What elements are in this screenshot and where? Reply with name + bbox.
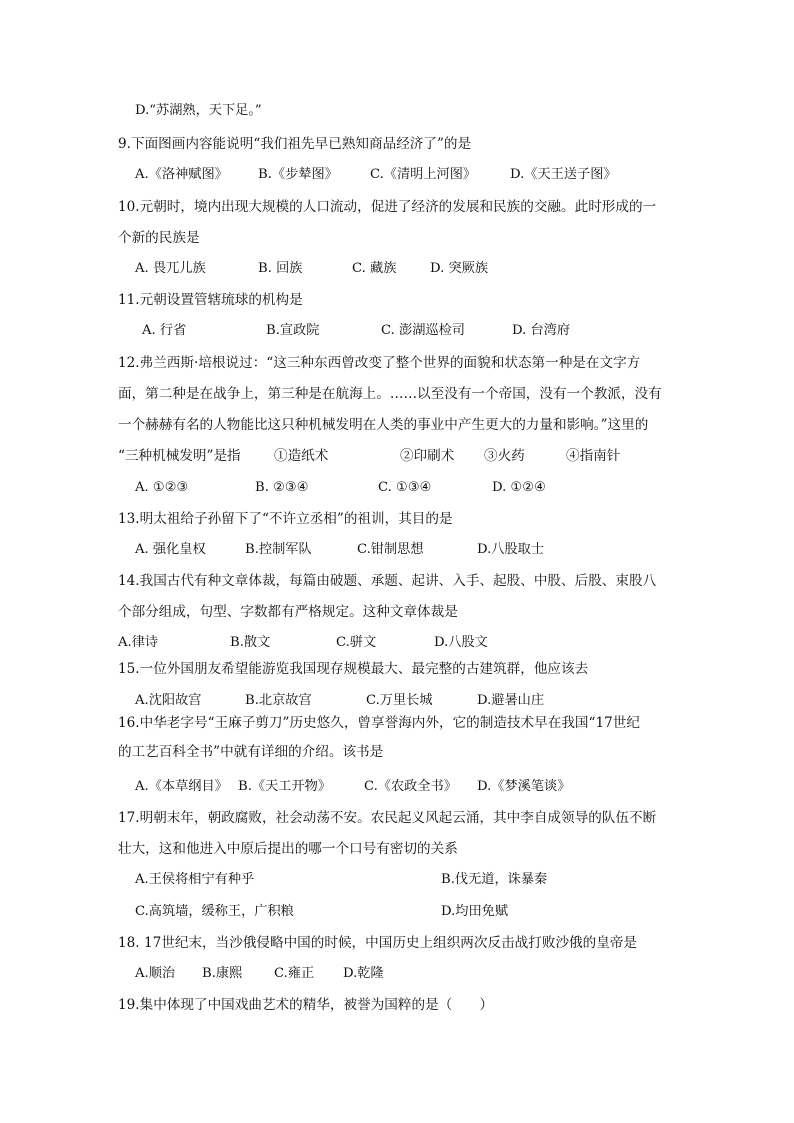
q17-stem-line1: 17.明朝末年，朝政腐败，社会动荡不安。农民起义风起云涌，其中李自成领导的队伍不断: [118, 810, 657, 826]
q10-option-c: C. 藏族: [352, 261, 397, 276]
q9-option-d: D.《天王送子图》: [510, 167, 617, 182]
q16-stem-line1: 16.中华老字号“王麻子剪刀”历史悠久，曾享誉海内外，它的制造技术早在我国“17世纪: [118, 715, 640, 731]
q13-option-a: A. 强化皇权: [135, 542, 206, 557]
q10-option-d: D. 突厥族: [430, 261, 489, 276]
q13-option-c: C.钳制思想: [357, 542, 424, 557]
q13-option-d: D.八股取士: [477, 542, 545, 557]
q18-option-a: A.顺治: [135, 966, 176, 981]
q11-option-b: B.宣政院: [266, 323, 320, 338]
q11-option-c: C. 澎湖巡检司: [381, 323, 465, 338]
q10-option-b: B. 回族: [258, 261, 303, 276]
q11-option-a: A. 行省: [142, 323, 187, 338]
q12-item-1: ①造纸术: [274, 448, 329, 464]
q11-option-d: D. 台湾府: [512, 323, 571, 338]
q12-item-4: ④指南针: [566, 448, 621, 464]
q18-option-d: D.乾隆: [343, 966, 384, 981]
q17-option-d: D.均田免赋: [441, 904, 509, 919]
q16-option-b: B.《天工开物》: [238, 779, 332, 794]
q13-option-b: B.控制军队: [245, 542, 312, 557]
q9-option-a: A.《洛神赋图》: [135, 167, 228, 182]
q15-option-d: D.避暑山庄: [477, 693, 545, 708]
q15-option-a: A.沈阳故宫: [135, 693, 202, 708]
q12-option-c: C. ①③④: [378, 480, 432, 495]
q10-stem-line2: 个新的民族是: [118, 230, 200, 246]
q12-stem-line4: “三种机械发明”是指: [118, 448, 241, 464]
q12-stem-line3: 一个赫赫有名的人物能比这只种机械发明在人类的事业中产生更大的力量和影响。”这里的: [118, 417, 649, 433]
q14-option-a: A.律诗: [118, 635, 159, 650]
q8-option-d: D.“苏湖熟，天下足。”: [135, 103, 262, 118]
q15-option-c: C.万里长城: [366, 693, 433, 708]
q16-option-a: A.《本草纲目》: [135, 779, 228, 794]
q16-option-d: D.《梦溪笔谈》: [477, 779, 571, 794]
q10-stem-line1: 10.元朝时，境内出现大规模的人口流动，促进了经济的发展和民族的交融。此时形成的一: [118, 199, 657, 215]
q18-stem: 18. 17世纪末，当沙俄侵略中国的时候，中国历史上组织两次反击战打败沙俄的皇帝是: [118, 935, 638, 951]
q9-stem: 9.下面图画内容能说明“我们祖先早已熟知商品经济了”的是: [118, 136, 472, 152]
q16-option-c: C.《农政全书》: [364, 779, 457, 794]
q18-option-b: B.康熙: [202, 966, 243, 981]
q17-option-a: A.王侯将相宁有种乎: [135, 872, 255, 887]
q11-stem: 11.元朝设置管辖琉球的机构是: [118, 292, 303, 308]
q15-stem: 15.一位外国朋友希望能游览我国现存规模最大、最完整的古建筑群，他应该去: [118, 661, 589, 677]
q9-option-b: B.《步辇图》: [258, 167, 338, 182]
q14-option-d: D.八股文: [434, 635, 488, 650]
q14-option-b: B.散文: [230, 635, 271, 650]
q14-stem-line2: 个部分组成，句型、字数都有严格规定。这种文章体裁是: [118, 604, 458, 620]
q13-stem: 13.明太祖给子孙留下了“不许立丞相”的祖训，其目的是: [118, 511, 453, 527]
q12-stem-line1: 12.弗兰西斯·培根说过：“这三种东西曾改变了整个世界的面貌和状态第一种是在文字方: [118, 355, 641, 371]
q9-option-c: C.《清明上河图》: [370, 167, 477, 182]
q12-option-b: B. ②③④: [255, 480, 309, 495]
q16-stem-line2: 的工艺百科全书”中就有详细的介绍。该书是: [118, 744, 384, 760]
q10-option-a: A. 畏兀儿族: [135, 261, 206, 276]
q12-item-3: ③火药: [484, 448, 525, 464]
q12-item-2: ②印刷术: [400, 448, 455, 464]
q12-stem-line2: 面，第二种是在战争上，第三种是在航海上。……以至没有一个帝国，没有一个教派，没有: [118, 386, 662, 402]
q17-option-b: B.伐无道，诛暴秦: [441, 872, 548, 887]
q14-option-c: C.骈文: [336, 635, 377, 650]
q12-option-a: A. ①②③: [135, 480, 189, 495]
q12-option-d: D. ①②④: [492, 480, 546, 495]
q18-option-c: C.雍正: [274, 966, 315, 981]
q19-stem: 19.集中体现了中国戏曲艺术的精华，被誉为国粹的是（ ）: [118, 997, 494, 1013]
q17-option-c: C.高筑墙，缓称王，广积粮: [135, 904, 294, 919]
q17-stem-line2: 壮大，这和他进入中原后提出的哪一个口号有密切的关系: [118, 841, 458, 857]
q15-option-b: B.北京故宫: [245, 693, 312, 708]
q14-stem-line1: 14.我国古代有种文章体裁，每篇由破题、承题、起讲、入手、起股、中股、后股、束股八: [118, 573, 657, 589]
